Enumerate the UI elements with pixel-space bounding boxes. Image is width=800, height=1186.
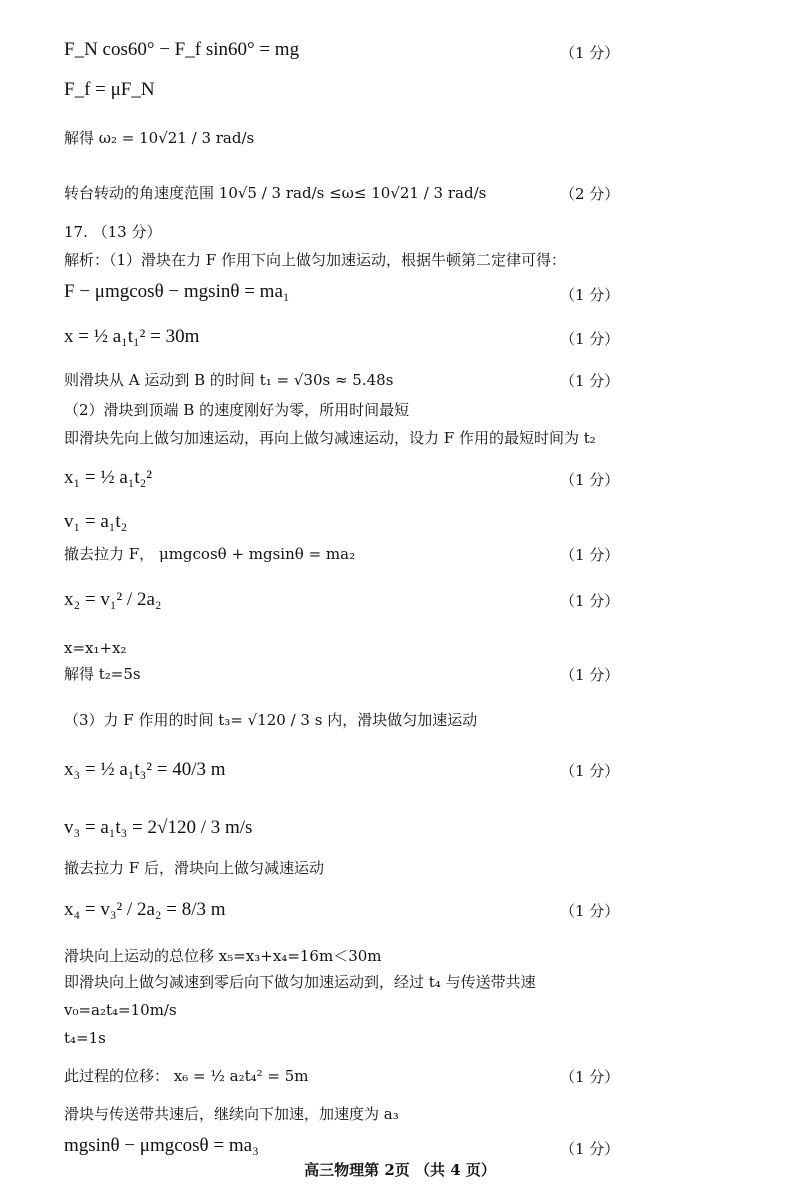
score-label: （1 分） (560, 471, 620, 489)
equation-line: v₀=a₂t₄=10m/s (64, 1001, 177, 1019)
analysis-text: 即滑块向上做匀减速到零后向下做匀加速运动到，经过 t₄ 与传送带共速 (64, 973, 536, 991)
score-label: （1 分） (560, 546, 620, 564)
equation-line: x₂ = v₁² / 2a₂ (64, 589, 162, 610)
score-label: （1 分） (560, 762, 620, 780)
equation-line: x=x₁+x₂ (64, 639, 127, 657)
page-footer: 高三物理第 2页 （共 4 页） (304, 1161, 496, 1179)
score-label: （1 分） (560, 330, 620, 348)
score-label: （1 分） (560, 902, 620, 920)
question-number: 17. （13 分） (64, 223, 162, 241)
score-label: （1 分） (560, 1068, 620, 1086)
time-line: 则滑块从 A 运动到 B 的时间 t₁ = √30s ≈ 5.48s (64, 371, 394, 389)
analysis-text: （3）力 F 作用的时间 t₃= √120 / 3 s 内，滑块做匀加速运动 (64, 711, 478, 729)
result-line: 解得 ω₂ = 10√21 / 3 rad/s (64, 129, 255, 147)
analysis-text: 滑块向上运动的总位移 x₅=x₃+x₄=16m＜30m (64, 947, 382, 965)
analysis-text: 撤去拉力 F 后，滑块向上做匀减速运动 (64, 859, 324, 877)
score-label: （1 分） (560, 372, 620, 390)
equation-line: v₁ = a₁t₂ (64, 511, 128, 532)
analysis-text: 即滑块先向上做匀加速运动，再向上做匀减速运动，设力 F 作用的最短时间为 t₂ (64, 429, 596, 447)
analysis-text: 解析：（1）滑块在力 F 作用下向上做匀加速运动，根据牛顿第二定律可得： (64, 251, 566, 269)
equation-line: F_f = μF_N (64, 79, 155, 100)
score-label: （1 分） (560, 44, 620, 62)
analysis-text: 滑块与传送带共速后，继续向下加速，加速度为 a₃ (64, 1105, 399, 1123)
result-line: 解得 t₂=5s (64, 665, 141, 683)
equation-line: t₄=1s (64, 1029, 106, 1047)
equation-line: mgsinθ − μmgcosθ = ma₃ (64, 1135, 259, 1156)
equation-line: x₄ = v₃² / 2a₂ = 8/3 m (64, 899, 226, 920)
equation-line: F − μmgcosθ − mgsinθ = ma₁ (64, 281, 290, 302)
equation-line: v₃ = a₁t₃ = 2√120 / 3 m/s (64, 817, 253, 838)
analysis-text: （2）滑块到顶端 B 的速度刚好为零，所用时间最短 (64, 401, 410, 419)
score-label: （1 分） (560, 286, 620, 304)
equation-line: F_N cos60° − F_f sin60° = mg (64, 39, 300, 60)
range-line: 转台转动的角速度范围 10√5 / 3 rad/s ≤ω≤ 10√21 / 3 rad/s (64, 184, 487, 202)
displacement-line: 此过程的位移： x₆ = ½ a₂t₄² = 5m (64, 1067, 309, 1085)
score-label: （1 分） (560, 666, 620, 684)
score-label: （2 分） (560, 185, 620, 203)
equation-line: x₁ = ½ a₁t₂² (64, 467, 152, 488)
score-label: （1 分） (560, 592, 620, 610)
equation-line: x₃ = ½ a₁t₃² = 40/3 m (64, 759, 226, 780)
score-label: （1 分） (560, 1140, 620, 1158)
equation-line: 撤去拉力 F， μmgcosθ + mgsinθ = ma₂ (64, 545, 356, 563)
equation-line: x = ½ a₁t₁² = 30m (64, 326, 200, 347)
